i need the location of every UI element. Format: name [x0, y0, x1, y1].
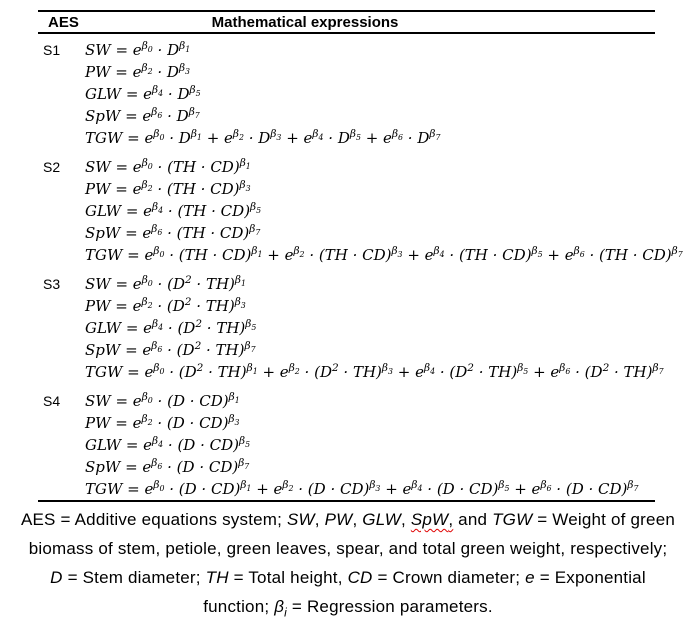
aes-label-s1: S1	[43, 42, 61, 58]
footnote-line-2: biomass of stem, petiole, green leaves, spear, and total green weight, respectively;	[28, 539, 668, 558]
equation-s2-spw: SpW = $e^{\beta_6} \cdot (TH \cdot CD)^{\beta_7}$	[85, 223, 261, 242]
equation-s2-sw: SW = $e^{\beta_0} \cdot (TH \cdot CD)^{\beta_1}$	[85, 157, 251, 176]
equation-s4-tgw: TGW = $e^{\beta_0} \cdot (D \cdot CD)^{\beta_1} + e^{\beta_2} \cdot (D \cdot CD)^{\beta_3} + e^{\beta_4} \cdot (D \cdot CD)^{\beta_5} + e^{\beta_6} \cdot (D \cdot CD)^{\beta_7}$	[85, 479, 639, 498]
equation-s4-pw: PW = $e^{\beta_2} \cdot (D \cdot CD)^{\beta_3}$	[85, 413, 240, 432]
table-footnote	[0, 505, 696, 621]
table-header-row	[38, 12, 655, 34]
column-header-expressions: Mathematical expressions	[211, 13, 399, 31]
equation-s2-glw: GLW = $e^{\beta_4} \cdot (TH \cdot CD)^{\beta_5}$	[85, 201, 262, 220]
table-row-group-s2	[38, 156, 683, 266]
equations-s4	[85, 390, 655, 500]
equation-s1-glw: GLW = $e^{\beta_4} \cdot D^{\beta_5}$	[85, 84, 201, 103]
equations-s3	[85, 273, 664, 383]
equations-s2	[85, 156, 683, 266]
equation-s4-spw: SpW = $e^{\beta_6} \cdot (D \cdot CD)^{\beta_7}$	[85, 457, 250, 476]
footnote-line-1: AES = Additive equations system; SW, PW, GLW, SpW, and TGW = Weight of green	[20, 510, 676, 529]
table-row-group-s1	[38, 39, 655, 149]
table-row-group-s4	[38, 390, 655, 500]
aes-label-s4: S4	[43, 393, 61, 409]
equation-s4-glw: GLW = $e^{\beta_4} \cdot (D \cdot CD)^{\beta_5}$	[85, 435, 251, 454]
equation-s2-tgw: TGW = $e^{\beta_0} \cdot (TH \cdot CD)^{\beta_1} + e^{\beta_2} \cdot (TH \cdot CD)^{\beta_3} + e^{\beta_4} \cdot (TH \cdot CD)^{\beta_5} + e^{\beta_6} \cdot (TH \cdot CD)^{\beta_7}$	[85, 245, 683, 264]
footnote-line-4: function; $\beta_i$ = Regression parameters.	[203, 597, 493, 620]
equation-s2-pw: PW = $e^{\beta_2} \cdot (TH \cdot CD)^{\beta_3}$	[85, 179, 251, 198]
aes-label-s3: S3	[43, 276, 61, 292]
equation-s3-spw: SpW = $e^{\beta_6} \cdot (D^2 \cdot TH)^{\beta_7}$	[85, 340, 256, 359]
equation-s1-sw: SW = $e^{\beta_0} \cdot D^{\beta_1}$	[85, 40, 191, 59]
equation-s1-spw: SpW = $e^{\beta_6} \cdot D^{\beta_7}$	[85, 106, 200, 125]
footnote-line-3: D = Stem diameter; TH = Total height, CD = Crown diameter; e = Exponential	[50, 568, 646, 587]
equation-s1-pw: PW = $e^{\beta_2} \cdot D^{\beta_3}$	[85, 62, 191, 81]
equation-s4-sw: SW = $e^{\beta_0} \cdot (D \cdot CD)^{\beta_1}$	[85, 391, 240, 410]
equation-s1-tgw: TGW = $e^{\beta_0} \cdot D^{\beta_1} + e^{\beta_2} \cdot D^{\beta_3} + e^{\beta_4} \cdot D^{\beta_5} + e^{\beta_6} \cdot D^{\beta_7}$	[85, 128, 441, 147]
equation-s3-tgw: TGW = $e^{\beta_0} \cdot (D^2 \cdot TH)^{\beta_1} + e^{\beta_2} \cdot (D^2 \cdot TH)^{\beta_3} + e^{\beta_4} \cdot (D^2 \cdot TH)^{\beta_5} + e^{\beta_6} \cdot (D^2 \cdot TH)^{\beta_7}$	[85, 362, 664, 381]
aes-equations-table	[38, 10, 683, 502]
aes-label-s2: S2	[43, 159, 61, 175]
equation-s3-pw: PW = $e^{\beta_2} \cdot (D^2 \cdot TH)^{\beta_3}$	[85, 296, 246, 315]
column-header-aes: AES	[48, 13, 79, 31]
table-row-group-s3	[38, 273, 664, 383]
table-body	[38, 34, 683, 500]
equation-s3-sw: SW = $e^{\beta_0} \cdot (D^2 \cdot TH)^{\beta_1}$	[85, 274, 246, 293]
equation-s3-glw: GLW = $e^{\beta_4} \cdot (D^2 \cdot TH)^{\beta_5}$	[85, 318, 257, 337]
equations-s1	[85, 39, 655, 149]
